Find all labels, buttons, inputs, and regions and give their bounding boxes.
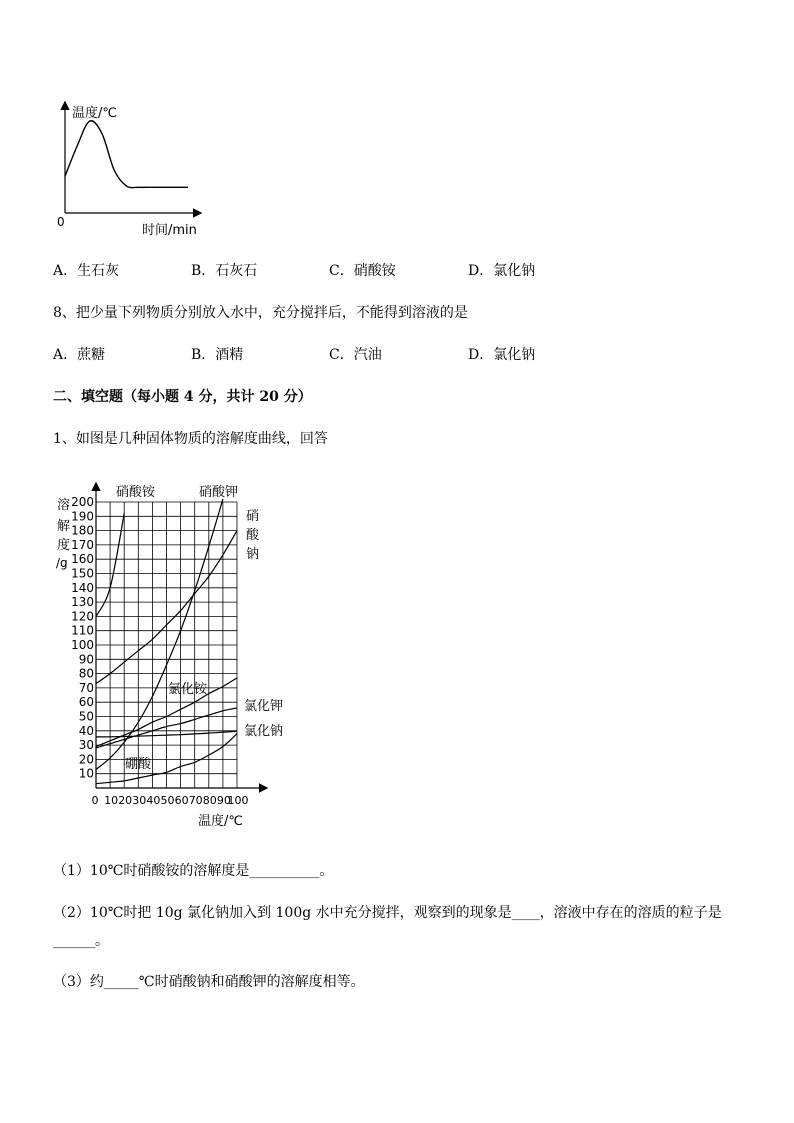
label-ammonium-chloride: 氯化铵 — [168, 682, 208, 697]
y-tick-label: 80 — [78, 666, 94, 681]
label-potassium-chloride: 氯化钾 — [244, 699, 284, 714]
x-tick-label: 80 — [202, 794, 217, 807]
x-tick-label: 50 — [160, 794, 175, 807]
label-ammonium-nitrate: 硝酸铵 — [116, 485, 156, 500]
grid — [96, 502, 237, 788]
label-sodium-chloride: 氯化钠 — [244, 724, 284, 739]
temperature-curve — [65, 121, 188, 188]
q7-option-d[interactable]: D．氯化钠 — [468, 263, 536, 279]
q7-option-a[interactable]: A．生石灰 — [53, 263, 120, 279]
label-sodium-nitrate: 硝 酸 钠 — [246, 509, 260, 562]
x-tick-label: 90 — [216, 794, 231, 807]
y-tick-label: 190 — [71, 509, 94, 524]
y-label-char-4: /g — [56, 556, 68, 570]
y-axis-label: 温度/℃ — [72, 106, 117, 121]
x-tick-label: 70 — [188, 794, 203, 807]
fill1-stem: 1、如图是几种固体物质的溶解度曲线，回答 — [53, 431, 328, 447]
x-tick-label: 20 — [118, 794, 133, 807]
q8-option-a[interactable]: A．蔗糖 — [53, 347, 106, 363]
y-tick-label: 90 — [78, 652, 94, 667]
y-tick-label: 60 — [78, 695, 94, 710]
q8-stem: 8、把少量下列物质分别放入水中，充分搅拌后，不能得到溶液的是 — [53, 305, 468, 321]
x-axis-label: 时间/min — [142, 223, 197, 238]
y-label-char-3: 度 — [57, 538, 71, 553]
y-label-char-1: 溶 — [57, 498, 71, 513]
fill1-q3: （3）约_____℃时硝酸钠和硝酸钾的溶解度相等。 — [53, 974, 365, 990]
x-axis-label: 温度/℃ — [198, 814, 243, 829]
solubility-chart — [50, 478, 310, 834]
y-tick-label: 10 — [78, 766, 94, 781]
y-tick-label: 160 — [71, 552, 94, 567]
y-tick-label: 20 — [78, 752, 94, 767]
x-tick-label: 100 — [227, 794, 249, 807]
y-tick-label: 200 — [71, 495, 94, 509]
x-tick-label: 10 — [104, 794, 119, 807]
x-tick-label: 40 — [146, 794, 161, 807]
label-boric-acid: 硼酸 — [125, 757, 152, 772]
y-tick-label: 150 — [71, 566, 94, 581]
y-tick-label: 180 — [71, 523, 94, 538]
q8-option-c[interactable]: C．汽油 — [329, 347, 382, 363]
q7-option-c[interactable]: C．硝酸铵 — [329, 263, 396, 279]
fill1-q2-line1: （2）10℃时把 10g 氯化钠加入到 100g 水中充分搅拌，观察到的现象是____，溶液中存在的溶质的粒子是 — [53, 905, 722, 921]
y-tick-label: 100 — [71, 638, 94, 652]
y-tick-label: 40 — [78, 723, 94, 738]
x-tick-label: 30 — [132, 794, 147, 807]
y-tick-label: 120 — [71, 609, 94, 624]
y-tick-labels — [71, 495, 94, 781]
y-tick-label: 50 — [78, 709, 94, 724]
y-tick-label: 140 — [71, 580, 94, 595]
q8-option-b[interactable]: B．酒精 — [191, 347, 244, 363]
y-label-char-2: 解 — [57, 519, 71, 534]
y-tick-label: 30 — [78, 738, 94, 753]
q7-option-b[interactable]: B．石灰石 — [191, 263, 258, 279]
y-tick-label: 70 — [78, 680, 94, 695]
temperature-time-chart — [50, 95, 220, 240]
origin-label: 0 — [57, 215, 65, 229]
fill1-q1: （1）10℃时硝酸铵的溶解度是__________。 — [53, 863, 334, 879]
y-tick-label: 110 — [71, 623, 94, 638]
y-tick-label: 130 — [71, 595, 94, 610]
label-potassium-nitrate: 硝酸钾 — [199, 485, 239, 500]
section-heading: 二、填空题（每小题 4 分，共计 20 分） — [53, 389, 312, 405]
x-tick-labels — [92, 794, 249, 807]
y-tick-label: 170 — [71, 537, 94, 552]
fill1-q2-line2: ______。 — [53, 933, 109, 949]
x-tick-label: 60 — [174, 794, 189, 807]
x-tick-label: 0 — [91, 794, 99, 807]
q8-option-d[interactable]: D．氯化钠 — [468, 347, 536, 363]
